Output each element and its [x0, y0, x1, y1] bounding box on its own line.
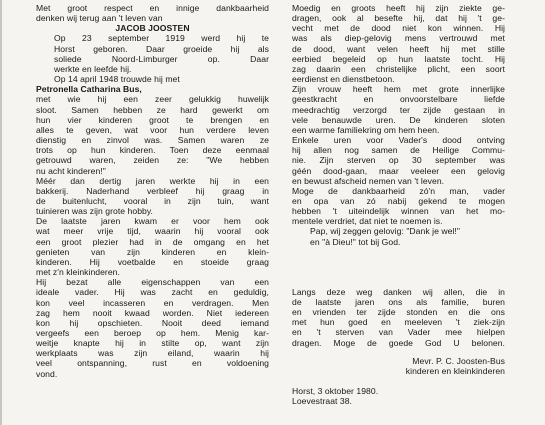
signature-block [292, 356, 505, 376]
signature-line-2: kinderen en kleinkinderen [405, 365, 505, 376]
left-text-line: JACOB JOOSTEN [115, 23, 190, 34]
right-text-line: vecht met de dood niet kon winnen. Hij [292, 23, 505, 34]
left-text-line: werkte en leefde hij. [54, 63, 132, 74]
left-text-line: Horst geboren. Daar groeide hij als [54, 43, 269, 54]
left-text-line: De laatste jaren kwam er voor hem ook [36, 216, 269, 227]
right-text-line: hij allen nog samen de Heilige Commu- [292, 145, 505, 156]
left-text-line: Op 14 april 1948 trouwde hij met [54, 74, 180, 85]
left-text-line: dienstig en zinvol was. Samen waren ze [36, 135, 269, 146]
thanks-text-line: de laatste jaren ons als familie, buren [292, 296, 505, 307]
right-column [292, 3, 505, 406]
left-text-line: trots op hun kinderen. Toen deze eenmaal [36, 145, 269, 156]
left-text-line: kon hij opschieten. Nooit deed iemand [36, 317, 269, 328]
place-date: Horst, 3 oktober 1980. [292, 386, 379, 396]
left-text-line: Met groot respect en innige dankbaarheid [36, 3, 269, 13]
right-text-line: en opa van zó nabij gekend te mogen [292, 195, 505, 206]
right-text-block-2 [292, 287, 505, 348]
right-text-block-1 [292, 3, 505, 247]
left-text-line: genieten van zijn kinderen en klein- [36, 246, 269, 257]
left-text-line: tuinieren was zijn grote hobby. [36, 206, 153, 217]
right-text-line: geestkracht en onvoorstelbare liefde [292, 94, 505, 105]
left-text-line: kon veel incasseren en verdragen. Men [36, 297, 269, 308]
left-text-line: bakkerij. Naderhand verbleef hij graag in [36, 185, 269, 196]
left-text-line: zag hem nooit kwaad worden. Niet iedereen [36, 307, 269, 318]
right-text-line: Pap, wij zeggen gelovig: "Dank je wel!" [310, 226, 460, 237]
left-text-line: nu acht kinderen!" [36, 165, 106, 176]
right-text-line: was als diep-gelovig mens vertrouwd met [292, 33, 505, 44]
left-text-line: alles te geven, wat voor hun verdere leven [36, 124, 269, 135]
left-text-line: Petronella Catharina Bus, [36, 84, 142, 95]
right-text-line: Moedig en groots heeft hij zijn ziekte ge- [292, 3, 505, 13]
right-text-line: Zijn vrouw heeft hem met grote innerlijke [292, 84, 505, 95]
right-text-line: mentele verdriet, dat niet te noemen is. [292, 216, 443, 227]
right-text-line: Moge de dankbaarheid zó'n man, vader [292, 185, 505, 196]
address: Loevestraat 38. [292, 396, 352, 407]
right-text-line: een warme familiekring om hem heen. [292, 124, 440, 135]
right-text-line: Enkele uren voor Vader's dood ontving [292, 135, 505, 146]
right-text-line: meedrachtig verzorgd ter zijde gestaan in [292, 104, 505, 115]
left-text-line: denken wij terug aan 't leven van [36, 13, 163, 24]
left-text-line: kinderen. Hij voetbalde en stoeide graag [36, 256, 269, 267]
right-text-line: en bewust afscheid nemen van 't leven. [292, 175, 445, 186]
left-text-line: soliede Noord-Limburger op. Daar [54, 53, 269, 64]
thanks-text-line: en vrienden ter zijde stonden en die ons [292, 307, 505, 318]
thanks-text-line: met hun goed en meeleven 't ziek-zijn [292, 317, 505, 328]
thanks-text-line: dragen. Moge de goede God U belonen. [292, 337, 505, 348]
left-text-line: ideale vader. Hij was zacht en geduldig, [36, 287, 269, 298]
right-text-line: géén dood-gaan, maar veeleer een gelovig [292, 165, 505, 176]
left-text-line: de buitenlucht, vooral in zijn tuin, want [36, 195, 269, 206]
left-text-line: veel ontspanning, rust en voldoening [36, 358, 269, 369]
right-text-line: eerbied begeleid op hun laatste tocht. Hij [292, 53, 505, 64]
left-text-line: getrouwd waren, zeiden ze: "We hebben [36, 155, 269, 166]
left-text-line: wat meer vrije tijd, waarin hij vooral ook [36, 226, 269, 237]
right-text-line: eerdienst en dienstbetoon. [292, 74, 395, 85]
place-date-block [292, 386, 505, 406]
left-text-line: met wie hij een zeer gelukkig huwelijk [36, 94, 269, 105]
right-text-line: en "à Dieu!" tot bij God. [310, 236, 401, 247]
thanks-text-line: en 't sterven van Vader mee hielpen [292, 327, 505, 338]
left-text-line: werkplaats was zijn eiland, waarin hij [36, 348, 269, 359]
right-text-line: hebben 't uiteindelijk winnen van het mo- [292, 206, 505, 217]
left-text-line: met z'n kleinkinderen. [36, 267, 120, 278]
signature-line-1: Mevr. P. C. Joosten-Bus [412, 355, 505, 366]
left-text-line: een groot plezier had in de omgang en het [36, 236, 269, 247]
right-text-line: zag daarin een christelijke plicht, een soort [292, 63, 505, 74]
left-text-line: vergeefs een beroep op hem. Menig kar- [36, 328, 269, 338]
right-text-line: dragen, ook al besefte hij, dat hij 't ge- [292, 13, 505, 24]
thanks-text-line: Langs deze weg danken wij allen, die in [292, 286, 505, 297]
right-text-line: de dood, want velen heeft hij met stille [292, 43, 505, 54]
left-text-line: vond. [36, 368, 58, 379]
left-text-line: sloot. Samen hebben ze hard gewerkt om [36, 104, 269, 115]
left-text-line: Hij bezat alle eigenschappen van een [36, 277, 269, 288]
left-text-line: Op 23 september 1919 werd hij te [54, 33, 269, 44]
right-text-line: nie. Zijn sterven op 30 september was [292, 155, 505, 166]
right-text-line: vele benauwde uren. De kinderen sloten [292, 114, 505, 125]
left-text-line: Méér dan dertig jaren werkte hij in een [36, 175, 269, 186]
left-text-line: weitje knapte hij in stilte op, want zijn [36, 338, 269, 349]
left-column [36, 3, 269, 379]
left-text-line: hun vier kinderen groot te brengen en [36, 114, 269, 125]
